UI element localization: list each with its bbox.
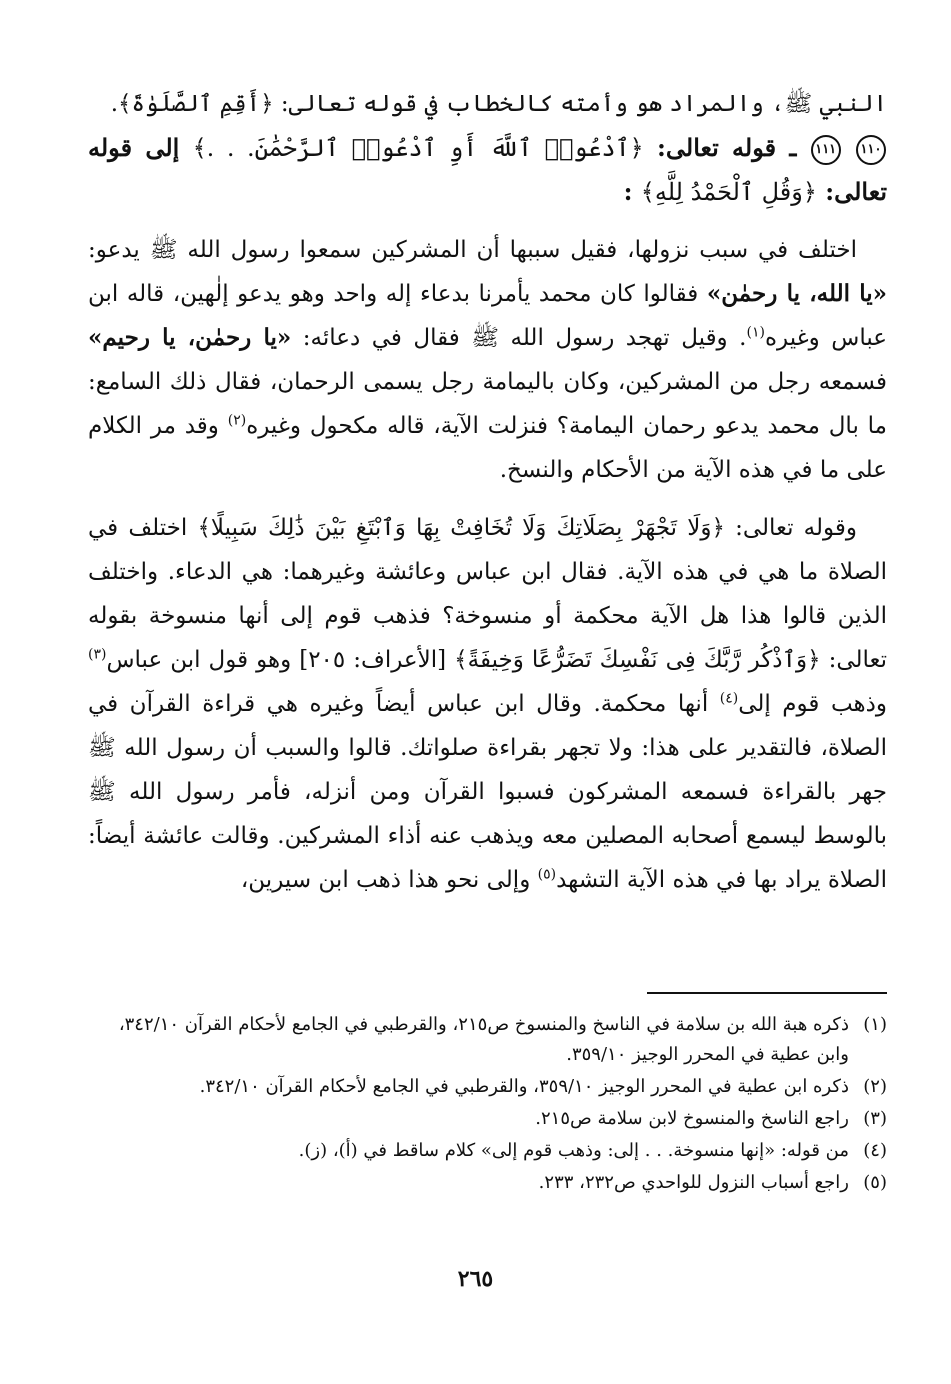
verse-number-badge: ١١١ <box>811 135 841 165</box>
footnote-text: راجع أسباب النزول للواحدي ص٢٣٢، ٢٣٣. <box>538 1172 849 1193</box>
footnote-ref: (٥) <box>537 866 557 883</box>
quran-verse: ﴿وَٱذْكُر رَّبَّكَ فِى نَفْسِكَ تَضَرُّعًا وَخِيفَةً﴾ <box>454 647 821 673</box>
footnote-ref: (٤) <box>719 690 739 707</box>
paragraph-gap <box>88 492 887 506</box>
footnote-separator <box>647 992 887 994</box>
text-run: اختلف في الصلاة ما هي في هذه الآية. فقال ابن عباس وعائشة وغيرهما: هي الدعاء. واختلف الذين قالوا هذا هل الآية محكمة أو منسوخة؟ فذهب قوم إلى أنها منسوخة بقوله تعالى: <box>88 515 888 673</box>
footnote-item <box>88 1168 887 1198</box>
footnote-item <box>88 1072 887 1102</box>
paragraph-1 <box>88 228 887 492</box>
paragraph-gap <box>88 214 887 228</box>
continuation-line <box>88 82 887 126</box>
footnote-text: ذكره ابن عطية في المحرر الوجيز ٣٥٩/١٠، والقرطبي في الجامع لأحكام القرآن ٣٤٢/١٠. <box>199 1076 849 1097</box>
text-run: اختلف في سبب نزولها، فقيل سببها أن المشركين سمعوا رسول الله ﷺ يدعو: <box>88 237 857 263</box>
footnote-text: ذكره هبة الله بن سلامة في الناسخ والمنسوخ ص٢١٥، والقرطبي في الجامع لأحكام القرآن ٣٤٢/١٠، وابن عطية في المحرر الوجيز ٣٥٩/١٠. <box>118 1014 849 1065</box>
footnote-number: (٣) <box>863 1108 887 1129</box>
text-run: وذهب قوم إلى <box>738 691 888 717</box>
footnote-number: (٢) <box>863 1076 887 1097</box>
text-run: [الأعراف: ٢٠٥] وهو قول ابن عباس <box>106 647 455 673</box>
heading-text: ـ قوله تعالى: <box>643 133 797 162</box>
text-run: أنها محكمة. وقال ابن عباس أيضاً وغيره هي قراءة القرآن في الصلاة، فالتقدير على هذا: ولا تجهر بقراءة صلواتك. قالوا والسبب أن رسول الله ﷺ جهر بالقراءة فسمعه المشركون فسبوا القرآن ومن أنزله، فأمر رسول الله ﷺ بالوسط ليسمع أصحابه المصلين معه ويذهب عنه أذاء المشركين. وقالت عائشة أيضاً: الصلاة يراد بها في هذه الآية التشهد <box>88 691 887 893</box>
quran-verse: ﴿وَلَا تَجْهَرْ بِصَلَاتِكَ وَلَا تُخَافِتْ بِهَا وَٱبْتَغِ بَيْنَ ذَٰلِكَ سَبِيلًا﴾ <box>197 515 725 541</box>
footnote-text: راجع الناسخ والمنسوخ لابن سلامة ص٢١٥. <box>535 1108 849 1129</box>
text-run: . وقيل تهجد رسول الله ﷺ فقال في دعائه: <box>291 325 747 351</box>
footnote-number: (١) <box>863 1014 887 1035</box>
footnote-item <box>88 1136 887 1166</box>
footnote-item <box>88 1104 887 1134</box>
section-heading <box>88 126 887 214</box>
text-run: وقد مر الكلام على ما في هذه الآية من الأحكام والنسخ. <box>88 413 887 483</box>
footnote-number: (٥) <box>863 1172 887 1193</box>
footnote-text: من قوله: «إنها منسوخة. . . إلى: وذهب قوم إلى» كلام ساقط في (أ)، (ز). <box>298 1140 849 1161</box>
footnote-ref: (٢) <box>227 412 247 429</box>
footnote-ref: (٣) <box>88 646 107 663</box>
page-number: ٢٦٥ <box>457 1266 494 1292</box>
quran-verse: ﴿وَقُلِ ٱلْحَمْدُ لِلَّهِ﴾ <box>640 178 817 206</box>
footnote-number: (٤) <box>863 1140 887 1161</box>
main-text <box>88 82 887 902</box>
text-run: وقوله تعالى: <box>724 515 857 541</box>
footnote-item <box>88 1010 887 1070</box>
paragraph-2 <box>88 506 887 902</box>
text-run: النبي ﷺ، والمراد هو وأمته كالخطاب في قوله تعالى: ﴿أَقِمِ ٱلصَّلَوٰةَ﴾. <box>110 91 887 117</box>
text-run: فقالوا كان محمد يأمرنا بدعاء إله واحد وهو يدعو إلٰهين، قاله ابن عباس وغيره <box>88 281 888 351</box>
quoted-invocation: «يا الله، يا رحمٰن» <box>706 280 887 307</box>
verse-number-badge: ١١٠ <box>856 135 886 165</box>
text-run: وإلى نحو هذا ذهب ابن سيرين، <box>240 867 538 893</box>
footnote-ref: (١) <box>746 324 765 341</box>
quoted-invocation: «يا رحمٰن، يا رحيم» <box>88 324 292 351</box>
heading-text: إلى قوله تعالى: <box>88 133 887 206</box>
text-run: فسمعه رجل من المشركين، وكان باليمامة رجل يسمى الرحمان، فقال ذلك السامع: ما بال محمد يدعو رحمان اليمامة؟ فنزلت الآية، قاله مكحول وغيره <box>88 369 887 439</box>
quran-verse: ﴿ٱدْعُوا۟ ٱللَّهَ أَوِ ٱدْعُوا۟ ٱلرَّحْمَٰنَ. . .﴾ <box>192 134 644 162</box>
heading-text: : <box>623 177 633 206</box>
footnotes <box>88 1010 887 1200</box>
